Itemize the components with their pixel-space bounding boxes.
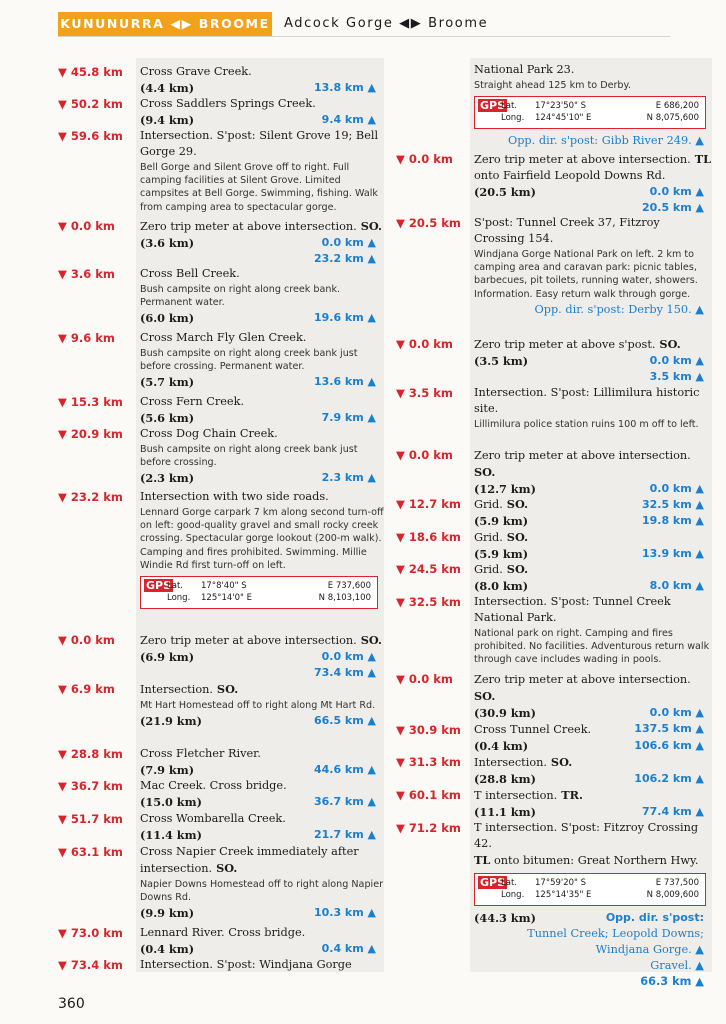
- gps-easting: E 737,500: [655, 878, 699, 888]
- entry-title: [474, 754, 712, 771]
- entry-instruction: SO.: [655, 337, 681, 351]
- gps-logo: GPS: [480, 99, 506, 113]
- gps-lat-label: Lat.: [501, 878, 517, 888]
- entry-instruction: SO.: [502, 530, 529, 544]
- entry-text: Zero trip meter at above intersection.: [140, 220, 357, 233]
- entry-text: Intersection with two side roads.: [140, 490, 329, 503]
- trip-km: ▼ 0.0 km: [58, 219, 115, 233]
- distance-row: [474, 804, 712, 820]
- entry-text: Cross Fletcher River.: [140, 747, 261, 760]
- trip-km: ▼ 50.2 km: [58, 97, 123, 111]
- entry-title: [140, 632, 384, 649]
- entry-note: National park on right. Camping and fires prohibited. No facilities. Adventurous return walk through cave includes wading in pools.: [474, 628, 710, 666]
- reverse-km-total: 20.5 km ▲: [641, 201, 704, 214]
- gps-long-label: Long.: [167, 593, 191, 604]
- reverse-km: 19.6 km ▲: [313, 311, 376, 325]
- reverse-km-total: 32.5 km ▲: [641, 498, 704, 511]
- entry-title: [140, 330, 384, 346]
- entry-text: Cross Napier Creek immediately after intersection.: [140, 845, 359, 875]
- entry-text: Cross Saddlers Springs Creek.: [140, 97, 316, 110]
- trip-km: ▼ 9.6 km: [58, 331, 115, 345]
- distance-row: [140, 310, 384, 326]
- reverse-km: 106.2 km ▲: [634, 772, 704, 785]
- trip-km: ▼ 12.7 km: [396, 497, 461, 511]
- entry-instruction: TR.: [557, 788, 583, 802]
- entry-instruction: SO.: [502, 562, 529, 576]
- gps-easting: E 737,600: [327, 581, 371, 592]
- route-title: Adcock Gorge ◀▶ Broome: [284, 16, 489, 31]
- entry-text: T intersection.: [474, 789, 558, 802]
- entry-text: Intersection.: [140, 683, 213, 696]
- opposite-direction: Opp. dir. s'post: Gibb River 249. ▲: [507, 134, 704, 148]
- distance-row: [474, 481, 712, 497]
- segment-distance: (5.9 km): [474, 547, 529, 561]
- entry-text-cont: onto bitumen: Great Northern Hwy.: [490, 854, 699, 867]
- gps-lat: 17°8'40" S: [201, 581, 247, 592]
- entry-body: [474, 151, 712, 216]
- trip-km: ▼ 15.3 km: [58, 395, 123, 409]
- entry-body: [140, 128, 384, 215]
- entry-text: Lennard River. Cross bridge.: [140, 926, 306, 939]
- gps-long: 124°45'10" E: [535, 113, 592, 124]
- entry-title: [474, 447, 712, 481]
- reverse-km-total: 3.5 km ▲: [649, 370, 704, 383]
- trip-km: ▼ 32.5 km: [396, 595, 461, 609]
- gps-lat: 17°23'50" S: [535, 101, 587, 112]
- reverse-km: 21.7 km ▲: [313, 828, 376, 841]
- reverse-km: 0.0 km ▲: [321, 236, 376, 249]
- segment-distance: (12.7 km): [474, 482, 536, 496]
- entry-instruction: SO.: [547, 755, 573, 769]
- trip-km: ▼ 0.0 km: [396, 152, 453, 166]
- distance-row: [140, 905, 384, 921]
- entry-body: [140, 844, 384, 921]
- entry-instruction: SO.: [474, 689, 496, 703]
- reverse-km: 7.9 km ▲: [321, 411, 376, 424]
- entry-title: [474, 385, 712, 417]
- entry-body: [474, 722, 712, 754]
- entry-title: [140, 681, 384, 698]
- gps-northing: N 8,075,600: [646, 113, 699, 124]
- entry-text: Cross Tunnel Creek.: [474, 723, 592, 736]
- distance-row: [474, 771, 712, 787]
- trip-km: ▼ 45.8 km: [58, 65, 123, 79]
- trip-km: ▼ 20.5 km: [396, 216, 461, 230]
- segment-distance: (44.3 km): [474, 911, 536, 925]
- segment-distance: (30.9 km): [474, 706, 536, 720]
- entry-title: [474, 496, 712, 513]
- gps-long: 125°14'0" E: [201, 593, 253, 604]
- reverse-km: 0.0 km ▲: [649, 482, 704, 495]
- reverse-km: 0.0 km ▲: [649, 185, 704, 198]
- entry-title: [140, 957, 384, 973]
- entry-note: Mt Hart Homestead off to right along Mt Hart Rd.: [140, 700, 376, 711]
- entry-text-cont: onto Fairfield Leopold Downs Rd.: [474, 169, 666, 182]
- entry-instruction: TL: [690, 152, 712, 166]
- entry-line2: [474, 852, 712, 869]
- segment-distance: (15.0 km): [140, 795, 202, 809]
- entry-body: [140, 957, 384, 973]
- trip-km: ▼ 20.9 km: [58, 427, 123, 441]
- gps-box: [474, 873, 706, 906]
- segment-distance: (3.5 km): [474, 354, 529, 368]
- entry-title: [140, 266, 384, 282]
- distance-row: [140, 410, 384, 426]
- segment-distance: (6.0 km): [140, 311, 195, 326]
- segment-distance: (6.9 km): [140, 650, 195, 664]
- reverse-km-total: 73.4 km ▲: [313, 666, 376, 679]
- entry-title: [140, 925, 384, 941]
- segment-distance: (9.9 km): [140, 906, 195, 921]
- trip-km: ▼ 0.0 km: [396, 672, 453, 686]
- gps-lat: 17°59'20" S: [535, 878, 587, 888]
- entry-body: [140, 681, 384, 729]
- entry-body: [474, 62, 712, 149]
- reverse-km: 106.6 km ▲: [634, 739, 704, 752]
- trip-km: ▼ 71.2 km: [396, 821, 461, 835]
- entry-title: [140, 844, 384, 877]
- entry-body: [140, 925, 384, 957]
- reverse-km: 13.6 km ▲: [313, 375, 376, 389]
- entry-text: Cross Bell Creek.: [140, 267, 240, 280]
- reverse-km-total: 23.2 km ▲: [313, 252, 376, 265]
- trip-km: ▼ 73.0 km: [58, 926, 123, 940]
- entry-text: Cross Dog Chain Creek.: [140, 427, 278, 440]
- header-rule: [58, 36, 670, 37]
- distance-row: [140, 235, 384, 251]
- entry-text: Cross Fern Creek.: [140, 395, 245, 408]
- reverse-km: 0.4 km ▲: [321, 942, 376, 955]
- reverse-km: 2.3 km ▲: [321, 471, 376, 485]
- distance-row: [474, 705, 712, 721]
- distance-row: [140, 713, 384, 729]
- entry-title: [140, 96, 384, 112]
- gps-box: [474, 96, 706, 129]
- trip-km: ▼ 73.4 km: [58, 958, 123, 972]
- entry-text: Grid.: [474, 563, 503, 576]
- entry-instruction: SO.: [212, 861, 238, 875]
- trip-km: ▼ 23.2 km: [58, 490, 123, 504]
- trip-km: ▼ 3.6 km: [58, 267, 115, 281]
- entry-text: Intersection. S'post: Windjana Gorge: [140, 958, 352, 971]
- reverse-km: 0.0 km ▲: [321, 650, 376, 663]
- entry-text: Cross Wombarella Creek.: [140, 812, 286, 825]
- entry-text: Intersection. S'post: Lillimilura historic site.: [474, 386, 700, 415]
- distance-row: [140, 794, 384, 810]
- entry-text: Intersection.: [474, 756, 547, 769]
- entry-title: [140, 489, 384, 505]
- entry-title: [474, 529, 712, 546]
- reverse-km: 8.0 km ▲: [649, 579, 704, 592]
- entry-body: [474, 385, 712, 432]
- segment-distance: (5.7 km): [140, 375, 195, 390]
- entry-body: [140, 746, 384, 778]
- entry-text: Grid.: [474, 498, 503, 511]
- entry-text: Intersection. S'post: Silent Grove 19; Bell Gorge 29.: [140, 129, 379, 158]
- distance-row: [140, 470, 384, 486]
- reverse-km: 36.7 km ▲: [313, 795, 376, 808]
- entry-body: [474, 594, 712, 668]
- opposite-direction-cont: Windjana Gorge. ▲: [595, 943, 704, 956]
- entry-text: Cross March Fly Glen Creek.: [140, 331, 307, 344]
- distance-row: [140, 112, 384, 128]
- opposite-direction: Opp. dir. s'post: Derby 150. ▲: [534, 302, 704, 316]
- entry-note: Napier Downs Homestead off to right along Napier Downs Rd.: [140, 879, 384, 904]
- entry-text: Zero trip meter at above intersection.: [474, 673, 691, 686]
- entry-title: [474, 62, 712, 78]
- gps-easting: E 686,200: [655, 101, 699, 112]
- entry-instruction: SO.: [356, 633, 382, 647]
- entry-body: [474, 754, 712, 787]
- gps-box: [140, 576, 378, 609]
- segment-distance: (5.9 km): [474, 514, 529, 528]
- distance-row: [474, 546, 712, 562]
- segment-distance: (0.4 km): [474, 739, 529, 753]
- entry-body: [140, 394, 384, 426]
- gps-lat-label: Lat.: [501, 101, 517, 112]
- entry-title: [140, 811, 384, 827]
- reverse-km: 66.5 km ▲: [313, 714, 376, 728]
- entry-instruction: SO.: [502, 497, 529, 511]
- trip-km: ▼ 24.5 km: [396, 562, 461, 576]
- trip-km: ▼ 63.1 km: [58, 845, 123, 859]
- entry-instruction: TL: [474, 853, 491, 867]
- opposite-direction-cont: 66.3 km ▲: [640, 975, 704, 988]
- trip-km: ▼ 0.0 km: [396, 337, 453, 351]
- entry-text: Intersection. S'post: Tunnel Creek National Park.: [474, 595, 671, 624]
- distance-row: [140, 80, 384, 96]
- entry-note: Bush campsite on right along creek bank just before crossing. Permanent water.: [140, 348, 358, 373]
- distance-row: [474, 184, 712, 200]
- entry-title: [140, 394, 384, 410]
- trip-km: ▼ 6.9 km: [58, 682, 115, 696]
- distance-row: [474, 353, 712, 369]
- entry-body: [474, 496, 712, 529]
- entry-body: [140, 632, 384, 681]
- entry-title: [140, 128, 384, 160]
- entry-body: [140, 96, 384, 128]
- entry-title: [474, 151, 712, 184]
- gps-lat-label: Lat.: [167, 581, 183, 592]
- entry-note: Bush campsite on right along creek bank. Permanent water.: [140, 284, 341, 309]
- entry-text: Zero trip meter at above s'post.: [474, 338, 656, 351]
- entry-body: [474, 529, 712, 562]
- segment-distance: (0.4 km): [140, 942, 195, 956]
- trip-km: ▼ 30.9 km: [396, 723, 461, 737]
- gps-northing: N 8,103,100: [318, 593, 371, 604]
- entry-note: Lennard Gorge carpark 7 km along second turn-off on left: good-quality gravel and small rocky creek crossing. Spectacular gorge lookout (200-m walk). Camping and fires prohibited. Swimming. Millie Windie Rd first turn-off on left.: [140, 507, 384, 571]
- distance-row: [474, 910, 712, 926]
- entry-text: Zero trip meter at above intersection.: [140, 634, 357, 647]
- entry-text: National Park 23.: [474, 63, 575, 76]
- entry-body: [140, 426, 384, 486]
- entry-title: [474, 671, 712, 705]
- entry-title: [140, 746, 384, 762]
- entry-note: Windjana Gorge National Park on left. 2 km to camping area and caravan park: picnic tables, barbecues, pit toilets, running water, showers. Information. Easy return walk through gorge.: [474, 249, 698, 300]
- reverse-km: 77.4 km ▲: [641, 805, 704, 818]
- segment-distance: (5.6 km): [140, 411, 195, 425]
- segment-distance: (2.3 km): [140, 471, 195, 486]
- distance-row: [140, 649, 384, 665]
- reverse-km: Opp. dir. s'post:: [605, 911, 704, 924]
- segment-distance: (4.4 km): [140, 81, 195, 95]
- entry-body: [474, 820, 712, 990]
- entry-text: Mac Creek. Cross bridge.: [140, 779, 287, 792]
- entry-note: Bell Gorge and Silent Grove off to right. Full camping facilities at Silent Grove. Limited campsites at Bell Gorge. Swimming, fishing. Walk from camping area to spectacular gorge.: [140, 162, 378, 213]
- entry-title: [474, 561, 712, 578]
- entry-note: Straight ahead 125 km to Derby.: [474, 80, 631, 91]
- reverse-km: 0.0 km ▲: [649, 354, 704, 367]
- distance-row: [140, 762, 384, 778]
- entry-body: [140, 489, 384, 613]
- opposite-direction-cont: Tunnel Creek; Leopold Downs;: [527, 927, 704, 940]
- entry-title: [474, 787, 712, 804]
- entry-title: [474, 336, 712, 353]
- trip-km: ▼ 3.5 km: [396, 386, 453, 400]
- entry-instruction: SO.: [474, 465, 496, 479]
- opposite-direction-cont: Gravel. ▲: [650, 959, 704, 972]
- entry-text: S'post: Tunnel Creek 37, Fitzroy Crossing 154.: [474, 216, 660, 245]
- distance-row: [140, 941, 384, 957]
- entry-title: [474, 215, 712, 247]
- entry-body: [140, 266, 384, 326]
- entry-body: [474, 215, 712, 318]
- entry-title: [140, 64, 384, 80]
- reverse-km: 44.6 km ▲: [313, 763, 376, 776]
- entry-body: [140, 778, 384, 810]
- entry-title: [474, 820, 712, 852]
- reverse-km: 13.8 km ▲: [313, 81, 376, 94]
- reverse-km: 9.4 km ▲: [321, 113, 376, 126]
- entry-text: Cross Grave Creek.: [140, 65, 252, 78]
- entry-body: [474, 561, 712, 594]
- reverse-km: 0.0 km ▲: [649, 706, 704, 719]
- reverse-km: 19.8 km ▲: [641, 514, 704, 527]
- segment-distance: (8.0 km): [474, 579, 529, 593]
- entry-body: [140, 218, 384, 267]
- gps-northing: N 8,009,600: [646, 890, 699, 900]
- page-number: 360: [58, 996, 85, 1012]
- segment-distance: (9.4 km): [140, 113, 195, 127]
- gps-logo: GPS: [480, 876, 506, 889]
- reverse-km: 10.3 km ▲: [313, 906, 376, 920]
- entry-body: [140, 811, 384, 843]
- trip-km: ▼ 60.1 km: [396, 788, 461, 802]
- entry-body: [474, 336, 712, 385]
- entry-note: Lillimilura police station ruins 100 m off to left.: [474, 419, 699, 430]
- segment-distance: (28.8 km): [474, 772, 536, 786]
- segment-distance: (11.4 km): [140, 828, 202, 842]
- gps-long-label: Long.: [501, 113, 525, 124]
- trip-km: ▼ 0.0 km: [58, 633, 115, 647]
- segment-distance: (11.1 km): [474, 805, 536, 819]
- entry-text: T intersection. S'post: Fitzroy Crossing 42.: [474, 821, 699, 850]
- trip-km: ▼ 28.8 km: [58, 747, 123, 761]
- trip-km: ▼ 36.7 km: [58, 779, 123, 793]
- entry-note: Bush campsite on right along creek bank just before crossing.: [140, 444, 358, 469]
- gps-long-label: Long.: [501, 890, 525, 900]
- reverse-km-total: 137.5 km ▲: [634, 722, 704, 735]
- entry-text: Grid.: [474, 531, 503, 544]
- gps-long: 125°14'35" E: [535, 890, 592, 900]
- trip-km: ▼ 51.7 km: [58, 812, 123, 826]
- entry-text: Zero trip meter at above intersection.: [474, 153, 691, 166]
- entry-title: [140, 426, 384, 442]
- entry-title: [474, 722, 712, 738]
- segment-distance: (3.6 km): [140, 236, 195, 250]
- entry-instruction: SO.: [213, 682, 239, 696]
- entry-body: [140, 64, 384, 96]
- distance-row: [474, 513, 712, 529]
- distance-row: [474, 578, 712, 594]
- trip-km: ▼ 18.6 km: [396, 530, 461, 544]
- section-tab: KUNUNURRA ◀▶ BROOME: [58, 12, 272, 36]
- trip-km: ▼ 59.6 km: [58, 129, 123, 143]
- distance-row: [140, 827, 384, 843]
- distance-row: [474, 738, 712, 754]
- distance-row: [140, 374, 384, 390]
- trip-km: ▼ 0.0 km: [396, 448, 453, 462]
- entry-text: Zero trip meter at above intersection.: [474, 449, 691, 462]
- entry-instruction: SO.: [356, 219, 382, 233]
- trip-km: ▼ 31.3 km: [396, 755, 461, 769]
- segment-distance: (7.9 km): [140, 763, 195, 777]
- reverse-km: 13.9 km ▲: [641, 547, 704, 560]
- entry-body: [474, 787, 712, 820]
- entry-title: [474, 594, 712, 626]
- segment-distance: (20.5 km): [474, 185, 536, 199]
- entry-body: [140, 330, 384, 390]
- entry-title: [140, 218, 384, 235]
- gps-logo: GPS: [146, 579, 172, 593]
- segment-distance: (21.9 km): [140, 714, 202, 729]
- entry-title: [140, 778, 384, 794]
